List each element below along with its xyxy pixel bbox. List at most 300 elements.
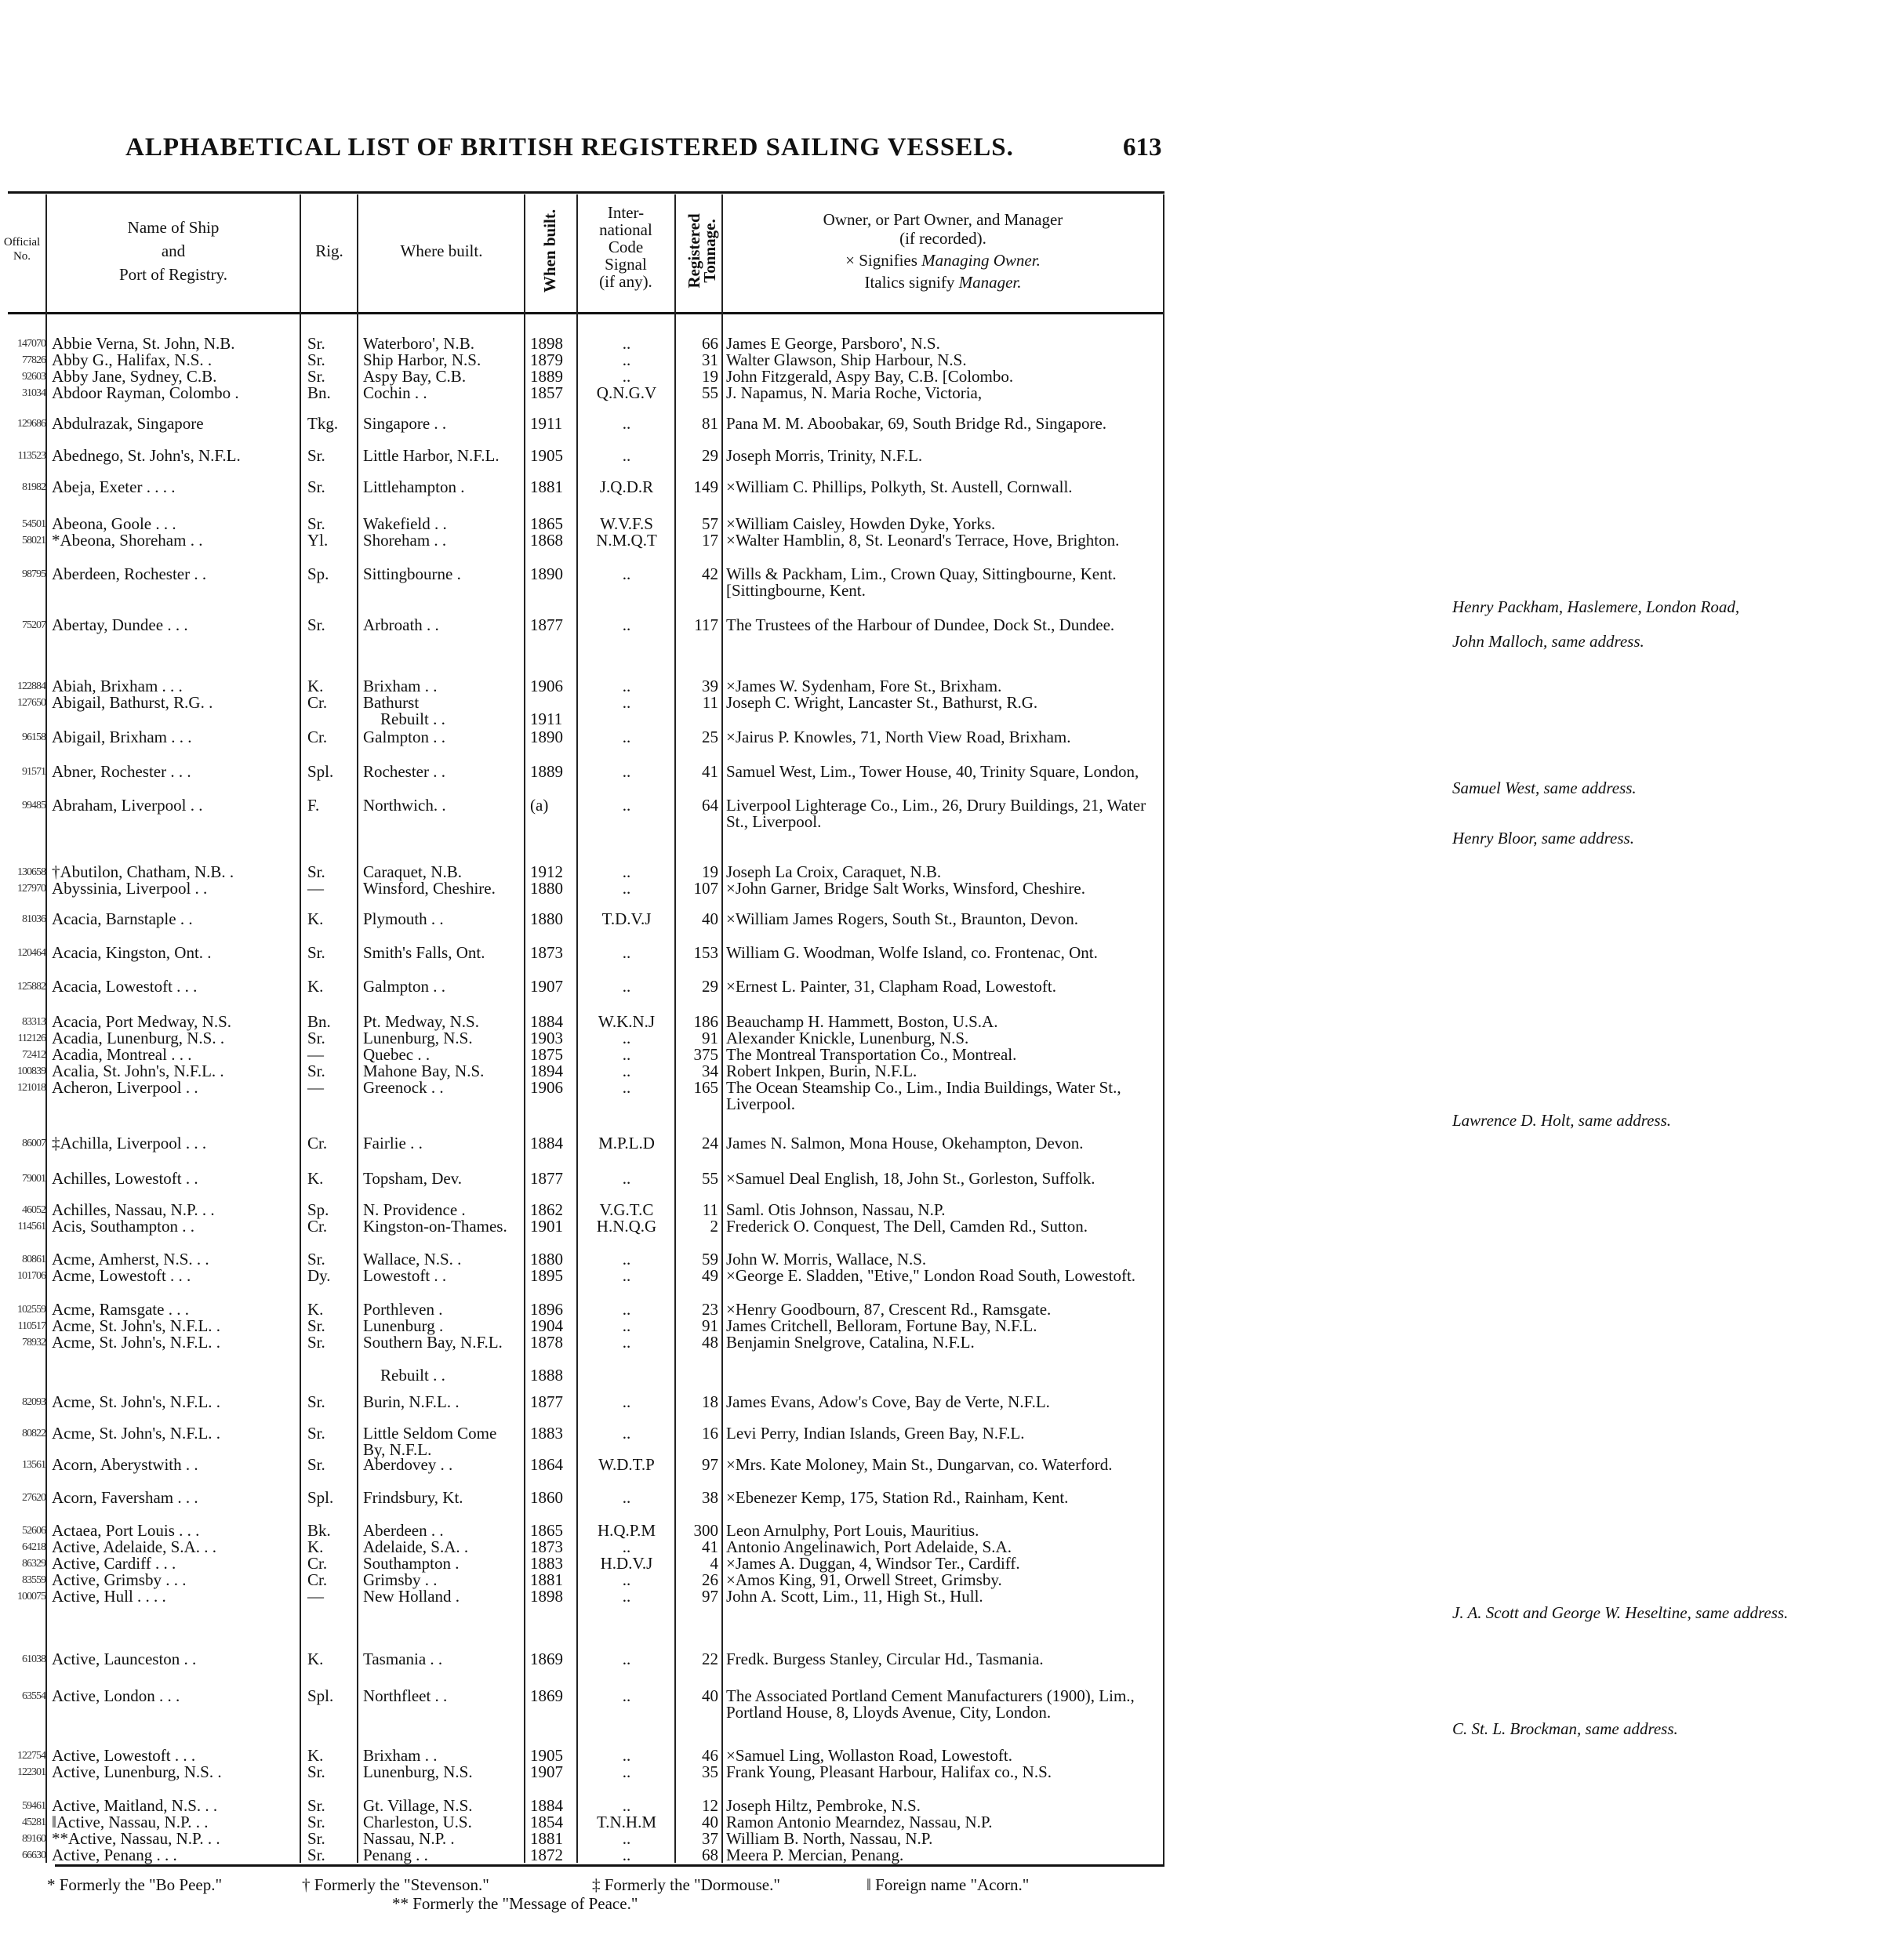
owner: ×Ernest L. Painter, 31, Clapham Road, Lowestoft.	[726, 977, 1057, 996]
official-number: 52606	[22, 1525, 45, 1537]
signal-code: ..	[622, 693, 631, 712]
registered-tonnage: 107	[693, 879, 718, 898]
official-number: 129686	[17, 418, 45, 430]
when-built: 1905	[530, 1746, 563, 1765]
signal-code: ..	[622, 1829, 631, 1848]
owner: Ramon Antonio Mearndez, Nassau, N.P.	[726, 1813, 993, 1831]
official-number: 75207	[22, 619, 45, 631]
official-number: 147070	[17, 338, 45, 350]
where-built: Charleston, U.S.	[363, 1813, 472, 1831]
signal-code: ..	[622, 1316, 631, 1335]
when-built: 1904	[530, 1316, 563, 1335]
header-bottom-rule	[8, 312, 1164, 314]
owner: John W. Morris, Wallace, N.S.	[726, 1250, 927, 1269]
official-number: 81982	[22, 481, 45, 493]
signal-code: V.G.T.C	[599, 1200, 654, 1219]
official-number: 121018	[17, 1082, 45, 1094]
owner: William G. Woodman, Wolfe Island, co. Frontenac, Ont.	[726, 943, 1098, 962]
ship-name-port: Acme, St. John's, N.F.L. .	[52, 1392, 221, 1411]
ship-name-port: Acme, St. John's, N.F.L. .	[52, 1316, 221, 1335]
official-number: 81036	[22, 913, 45, 925]
where-built: Bathurst	[363, 693, 420, 712]
when-built: (a)	[530, 796, 549, 815]
rig: K.	[307, 1650, 324, 1668]
owner: Pana M. M. Aboobakar, 69, South Bridge Rd., Singapore.	[726, 414, 1107, 433]
owner: Walter Glawson, Ship Harbour, N.S.	[726, 350, 967, 369]
header-name	[49, 216, 298, 286]
official-number: 89160	[22, 1833, 45, 1845]
table-bottom-rule	[55, 1864, 1164, 1867]
when-built: 1912	[530, 862, 563, 881]
rig: K.	[307, 1300, 324, 1319]
owner: Fredk. Burgess Stanley, Circular Hd., Tasmania.	[726, 1650, 1044, 1668]
header-official-no	[0, 235, 44, 263]
ship-name-port: Acacia, Kingston, Ont. .	[52, 943, 212, 962]
owner: Liverpool Lighterage Co., Lim., 26, Drury Buildings, 21, Water St., Liverpool. Henry Bloor, same address.	[726, 797, 1156, 847]
rig: Sr.	[307, 334, 325, 353]
when-built: 1868	[530, 531, 563, 550]
manager: J. A. Scott and George W. Heseltine, same address.	[1452, 1603, 1789, 1622]
when-built: 1906	[530, 1078, 563, 1097]
where-built: Little Harbor, N.F.L.	[363, 446, 500, 465]
ship-name-port: Acacia, Port Medway, N.S.	[52, 1012, 232, 1031]
owner: Joseph Morris, Trinity, N.F.L.	[726, 446, 923, 465]
official-number: 120464	[17, 947, 45, 959]
header-owner-line4: Italics signify	[864, 273, 959, 292]
where-built: Wallace, N.S. .	[363, 1250, 462, 1269]
signal-code: ..	[622, 1029, 631, 1047]
when-built: 1906	[530, 677, 563, 695]
rig: Spl.	[307, 762, 334, 781]
rig: Yl.	[307, 531, 329, 550]
col-divider-where	[524, 194, 525, 1863]
rig: K.	[307, 1537, 324, 1556]
when-built: 1890	[530, 728, 563, 746]
rig: Sr.	[307, 1846, 325, 1864]
rig: Cr.	[307, 1217, 328, 1236]
rig: K.	[307, 677, 324, 695]
signal-code: ..	[622, 796, 631, 815]
ship-name-port: Abeja, Exeter . . . .	[52, 477, 176, 496]
owner: Meera P. Mercian, Penang.	[726, 1846, 904, 1864]
signal-code: ..	[622, 1570, 631, 1589]
when-built: 1854	[530, 1813, 563, 1831]
rig: —	[307, 1587, 324, 1606]
rig: Sr.	[307, 350, 325, 369]
header-signal-line1: Inter-	[607, 203, 645, 222]
owner: ×William C. Phillips, Polkyth, St. Austell, Cornwall.	[726, 477, 1073, 496]
registered-tonnage: 117	[694, 615, 718, 634]
when-built: 1884	[530, 1796, 563, 1815]
signal-code: ..	[622, 1392, 631, 1411]
ship-name-port: Acadia, Lunenburg, N.S. .	[52, 1029, 225, 1047]
owner: ×Samuel Deal English, 18, John St., Gorleston, Suffolk.	[726, 1169, 1095, 1188]
owner: ×Amos King, 91, Orwell Street, Grimsby.	[726, 1570, 1002, 1589]
ship-name-port: **Active, Nassau, N.P. . .	[52, 1829, 220, 1848]
footnote-stevenson: † Formerly the "Stevenson."	[302, 1875, 489, 1894]
official-number: 79001	[22, 1173, 45, 1185]
where-built: Fairlie . .	[363, 1134, 423, 1152]
header-name-line1: Name of Ship	[127, 218, 220, 237]
header-signal	[578, 204, 674, 290]
registered-tonnage: 31	[702, 350, 718, 369]
rig: K.	[307, 1169, 324, 1188]
rig: Sp.	[307, 564, 329, 583]
rig: Sr.	[307, 1250, 325, 1269]
official-number: 99485	[22, 800, 45, 811]
ship-name-port: Acorn, Aberystwith . .	[52, 1455, 198, 1474]
rig: Cr.	[307, 693, 328, 712]
col-divider-tonnage	[721, 194, 723, 1863]
header-signal-line5: (if any).	[599, 272, 652, 291]
rig: Dy.	[307, 1266, 331, 1285]
when-built: 1889	[530, 367, 563, 386]
rig: Sr.	[307, 943, 325, 962]
where-built: New Holland .	[363, 1587, 460, 1606]
where-built: Waterboro', N.B.	[363, 334, 475, 353]
signal-code: ..	[622, 862, 631, 881]
registered-tonnage: 40	[702, 1686, 718, 1705]
where-built: Gt. Village, N.S.	[363, 1796, 473, 1815]
registered-tonnage: 97	[702, 1455, 718, 1474]
col-divider-name	[300, 194, 301, 1863]
manager: Henry Bloor, same address.	[1452, 829, 1634, 848]
ship-name-port: Acalia, St. John's, N.F.L. .	[52, 1062, 224, 1080]
owner: ×William James Rogers, South St., Braunton, Devon.	[726, 909, 1079, 928]
official-number: 80861	[22, 1254, 45, 1265]
header-name-line3: Port of Registry.	[118, 265, 228, 284]
where-built: Frindsbury, Kt.	[363, 1488, 463, 1507]
rig: Spl.	[307, 1686, 334, 1705]
header-owner-line3-italic: Managing Owner.	[921, 251, 1041, 270]
ship-name-port: Abiah, Brixham . . .	[52, 677, 183, 695]
when-rebuilt: 1888	[530, 1366, 563, 1385]
owner: ×William Caisley, Howden Dyke, Yorks.	[726, 514, 996, 533]
signal-code: Q.N.G.V	[596, 383, 657, 402]
owner: Beauchamp H. Hammett, Boston, U.S.A.	[726, 1012, 998, 1031]
signal-code: J.Q.D.R	[599, 477, 654, 496]
registered-tonnage: 26	[702, 1570, 718, 1589]
header-tonnage-line1: Registered	[685, 213, 703, 289]
when-built: 1872	[530, 1846, 563, 1864]
registered-tonnage: 49	[702, 1266, 718, 1285]
where-built: Pt. Medway, N.S.	[363, 1012, 479, 1031]
registered-tonnage: 81	[702, 414, 718, 433]
where-built: Lowestoft . .	[363, 1266, 447, 1285]
rig: K.	[307, 909, 324, 928]
when-built: 1862	[530, 1200, 563, 1219]
owner: The Montreal Transportation Co., Montreal.	[726, 1045, 1017, 1064]
header-signal-line4: Signal	[605, 255, 647, 274]
where-built: Ship Harbor, N.S.	[363, 350, 481, 369]
owner: James N. Salmon, Mona House, Okehampton, Devon.	[726, 1134, 1084, 1152]
header-owner-line1: Owner, or Part Owner, and Manager	[823, 210, 1063, 229]
where-built: Aberdeen . .	[363, 1521, 444, 1540]
owner: ×James W. Sydenham, Fore St., Brixham.	[726, 677, 1002, 695]
header-owner-line4-italic: Manager.	[958, 273, 1022, 292]
rig: Sr.	[307, 1062, 325, 1080]
signal-code: T.D.V.J	[601, 909, 652, 928]
signal-code: ..	[622, 1250, 631, 1269]
owner: John A. Scott, Lim., 11, High St., Hull. J. A. Scott and George W. Heseltine, same address.	[726, 1588, 1156, 1621]
signal-code: N.M.Q.T	[596, 531, 657, 550]
col-divider-rig	[357, 194, 358, 1863]
signal-code: ..	[622, 1266, 631, 1285]
official-number: 91571	[22, 766, 45, 778]
official-number: 59461	[22, 1800, 45, 1812]
rig: Sr.	[307, 477, 325, 496]
official-number: 64218	[22, 1541, 45, 1553]
signal-code: ..	[622, 677, 631, 695]
owner: The Associated Portland Cement Manufacturers (1900), Lim., Portland House, 8, Lloyds Avenue, City, London. C. St. L. Brockman, same address.	[726, 1688, 1156, 1737]
registered-tonnage: 59	[702, 1250, 718, 1269]
when-built: 1879	[530, 350, 563, 369]
ship-name-port: Abner, Rochester . . .	[52, 762, 191, 781]
owner: Frank Young, Pleasant Harbour, Halifax co., N.S.	[726, 1762, 1052, 1781]
official-number: 100075	[17, 1591, 45, 1602]
registered-tonnage: 48	[702, 1333, 718, 1352]
rig: F.	[307, 796, 320, 815]
owner: J. Napamus, N. Maria Roche, Victoria,	[726, 383, 983, 402]
rig: Bn.	[307, 1012, 331, 1031]
rig: Sr.	[307, 1392, 325, 1411]
when-built: 1880	[530, 879, 563, 898]
official-number: 122884	[17, 681, 45, 692]
where-built: Quebec . .	[363, 1045, 431, 1064]
ship-name-port: Actaea, Port Louis . . .	[52, 1521, 200, 1540]
signal-code: ..	[622, 414, 631, 433]
rig: Cr.	[307, 1134, 328, 1152]
owner: Samuel West, Lim., Tower House, 40, Trinity Square, London, Samuel West, same address.	[726, 764, 1156, 797]
where-built: Littlehampton .	[363, 477, 465, 496]
page-number: 613	[1123, 133, 1162, 162]
where-built: Caraquet, N.B.	[363, 862, 462, 881]
ship-name-port: Achilles, Lowestoft . .	[52, 1169, 198, 1188]
official-number: 114561	[17, 1221, 45, 1232]
rig: Sr.	[307, 862, 325, 881]
rig: Sr.	[307, 514, 325, 533]
registered-tonnage: 35	[702, 1762, 718, 1781]
ship-name-port: Abby Jane, Sydney, C.B.	[52, 367, 217, 386]
owner: ×Henry Goodbourn, 87, Crescent Rd., Ramsgate.	[726, 1300, 1052, 1319]
official-number: 96158	[22, 731, 45, 743]
when-built: 1911	[530, 710, 563, 728]
where-built: Nassau, N.P. .	[363, 1829, 455, 1848]
when-built: 1890	[530, 564, 563, 583]
when-built: 1911	[530, 414, 563, 433]
when-built: 1865	[530, 1521, 563, 1540]
registered-tonnage: 16	[702, 1424, 718, 1443]
registered-tonnage: 22	[702, 1650, 718, 1668]
where-built: Burin, N.F.L. .	[363, 1392, 460, 1411]
header-tonnage	[686, 196, 718, 306]
rig: Sp.	[307, 1200, 329, 1219]
when-built: 1903	[530, 1029, 563, 1047]
where-built: Singapore . .	[363, 414, 447, 433]
registered-tonnage: 25	[702, 728, 718, 746]
ship-name-port: Abbie Verna, St. John, N.B.	[52, 334, 235, 353]
signal-code: ..	[622, 334, 631, 353]
rig: K.	[307, 1746, 324, 1765]
registered-tonnage: 19	[702, 862, 718, 881]
rig: Sr.	[307, 615, 325, 634]
registered-tonnage: 68	[702, 1846, 718, 1864]
when-built: 1878	[530, 1333, 563, 1352]
where-built: Wakefield . .	[363, 514, 447, 533]
registered-tonnage: 91	[702, 1029, 718, 1047]
official-number: 113523	[17, 450, 45, 462]
registered-tonnage: 37	[702, 1829, 718, 1848]
signal-code: ..	[622, 1762, 631, 1781]
official-number: 82093	[22, 1396, 45, 1408]
header-owner	[725, 210, 1161, 292]
owner: Alexander Knickle, Lunenburg, N.S.	[726, 1029, 969, 1047]
registered-tonnage: 34	[702, 1062, 718, 1080]
official-number: 61038	[22, 1653, 45, 1665]
manager: Henry Packham, Haslemere, London Road,	[1452, 597, 1740, 616]
table-top-rule	[8, 191, 1164, 194]
header-tonnage-line2: Tonnage.	[700, 219, 719, 283]
ship-name-port: Acme, Lowestoft . . .	[52, 1266, 191, 1285]
where-built: Topsham, Dev.	[363, 1169, 463, 1188]
when-built: 1898	[530, 334, 563, 353]
where-built: Brixham . .	[363, 1746, 438, 1765]
official-number: 92603	[22, 371, 45, 383]
rig: Sr.	[307, 367, 325, 386]
registered-tonnage: 4	[710, 1554, 718, 1573]
registered-tonnage: 12	[702, 1796, 718, 1815]
where-built-rebuilt: Rebuilt . .	[380, 710, 445, 728]
when-built: 1857	[530, 383, 563, 402]
rig: Tkg.	[307, 414, 339, 433]
registered-tonnage: 91	[702, 1316, 718, 1335]
when-built: 1905	[530, 446, 563, 465]
ship-name-port: Acme, St. John's, N.F.L. .	[52, 1424, 221, 1443]
signal-code: M.P.L.D	[598, 1134, 655, 1152]
ship-name-port: Active, Maitland, N.S. . .	[52, 1796, 218, 1815]
official-number: 122754	[17, 1750, 45, 1762]
when-built: 1883	[530, 1554, 563, 1573]
signal-code: ..	[622, 1062, 631, 1080]
ship-name-port: Active, Grimsby . . .	[52, 1570, 187, 1589]
signal-code: H.D.V.J	[600, 1554, 653, 1573]
registered-tonnage: 41	[702, 1537, 718, 1556]
rig: Sr.	[307, 1333, 325, 1352]
header-when-built: When built.	[540, 209, 559, 293]
where-built: Lunenburg, N.S.	[363, 1029, 473, 1047]
where-built: Southern Bay, N.F.L.	[363, 1333, 503, 1352]
header-name-line2: and	[161, 241, 186, 260]
owner: ×Ebenezer Kemp, 175, Station Rd., Rainham, Kent.	[726, 1488, 1069, 1507]
when-built: 1880	[530, 1250, 563, 1269]
when-built: 1865	[530, 514, 563, 533]
registered-tonnage: 19	[702, 367, 718, 386]
ship-name-port: Abigail, Bathurst, R.G. .	[52, 693, 213, 712]
registered-tonnage: 40	[702, 909, 718, 928]
rig: Bn.	[307, 383, 331, 402]
owner: Joseph La Croix, Caraquet, N.B.	[726, 862, 942, 881]
where-built: Little Seldom Come By, N.F.L.	[363, 1424, 497, 1459]
ship-name-port: Acadia, Montreal . . .	[52, 1045, 192, 1064]
rig: Sr.	[307, 1762, 325, 1781]
owner: Joseph C. Wright, Lancaster St., Bathurst, R.G.	[726, 693, 1038, 712]
when-built: 1877	[530, 1169, 563, 1188]
when-built: 1884	[530, 1134, 563, 1152]
ship-name-port: Acme, St. John's, N.F.L. .	[52, 1333, 221, 1352]
when-built: 1881	[530, 477, 563, 496]
when-built: 1907	[530, 977, 563, 996]
where-built: Rochester . .	[363, 762, 445, 781]
official-number: 83559	[22, 1574, 45, 1586]
signal-code: ..	[622, 1300, 631, 1319]
rig: Sr.	[307, 446, 325, 465]
owner: William B. North, Nassau, N.P.	[726, 1829, 933, 1848]
signal-code: ..	[622, 728, 631, 746]
when-built: 1875	[530, 1045, 563, 1064]
when-built: 1889	[530, 762, 563, 781]
signal-code: ..	[622, 1169, 631, 1188]
where-built: Kingston-on-Thames.	[363, 1217, 507, 1236]
footnote-dormouse: ‡ Formerly the "Dormouse."	[592, 1875, 780, 1894]
col-divider-right	[1163, 194, 1164, 1864]
rig: K.	[307, 977, 324, 996]
where-built: Aberdovey . .	[363, 1455, 453, 1474]
ship-name-port: Active, Hull . . . .	[52, 1587, 166, 1606]
col-divider-no	[45, 194, 47, 1863]
where-built: Adelaide, S.A. .	[363, 1537, 469, 1556]
ship-name-port: Aberdeen, Rochester . .	[52, 564, 207, 583]
when-built: 1901	[530, 1217, 563, 1236]
rig: Sr.	[307, 1316, 325, 1335]
official-number: 80822	[22, 1428, 45, 1439]
rig: Sr.	[307, 1424, 325, 1443]
where-built: Galmpton . .	[363, 728, 445, 746]
signal-code: ..	[622, 564, 631, 583]
where-built: Greenock . .	[363, 1078, 444, 1097]
where-built: Porthleven .	[363, 1300, 443, 1319]
ship-name-port: Acis, Southampton . .	[52, 1217, 194, 1236]
where-built: Aspy Bay, C.B.	[363, 367, 467, 386]
rig: Cr.	[307, 728, 328, 746]
where-built-rebuilt: Rebuilt . .	[380, 1366, 445, 1385]
when-built: 1873	[530, 943, 563, 962]
where-built: Winsford, Cheshire.	[363, 879, 496, 898]
when-built: 1877	[530, 1392, 563, 1411]
signal-code: ..	[622, 1045, 631, 1064]
rig: Sr.	[307, 1455, 325, 1474]
where-built: Plymouth . .	[363, 909, 444, 928]
header-owner-line3: × Signifies	[845, 251, 922, 270]
owner: ×Samuel Ling, Wollaston Road, Lowestoft.	[726, 1746, 1012, 1765]
owner: The Ocean Steamship Co., Lim., India Buildings, Water St., Liverpool. Lawrence D. Holt, same address.	[726, 1080, 1156, 1129]
official-number: 102559	[17, 1304, 45, 1316]
signal-code: ..	[622, 615, 631, 634]
ship-name-port: Active, Lowestoft . . .	[52, 1746, 196, 1765]
signal-code: ..	[622, 1488, 631, 1507]
ship-name-port: Achilles, Nassau, N.P. . .	[52, 1200, 215, 1219]
signal-code: ..	[622, 446, 631, 465]
ship-name-port: Abby G., Halifax, N.S. .	[52, 350, 213, 369]
ship-name-port: Active, Cardiff . . .	[52, 1554, 176, 1573]
signal-code: W.D.T.P	[598, 1455, 655, 1474]
registered-tonnage: 186	[693, 1012, 718, 1031]
when-built: 1896	[530, 1300, 563, 1319]
where-built: N. Providence .	[363, 1200, 466, 1219]
registered-tonnage: 29	[702, 977, 718, 996]
ship-name-port: Active, London . . .	[52, 1686, 180, 1705]
ship-name-port: Active, Launceston . .	[52, 1650, 197, 1668]
ship-name-port: Abyssinia, Liverpool . .	[52, 879, 208, 898]
